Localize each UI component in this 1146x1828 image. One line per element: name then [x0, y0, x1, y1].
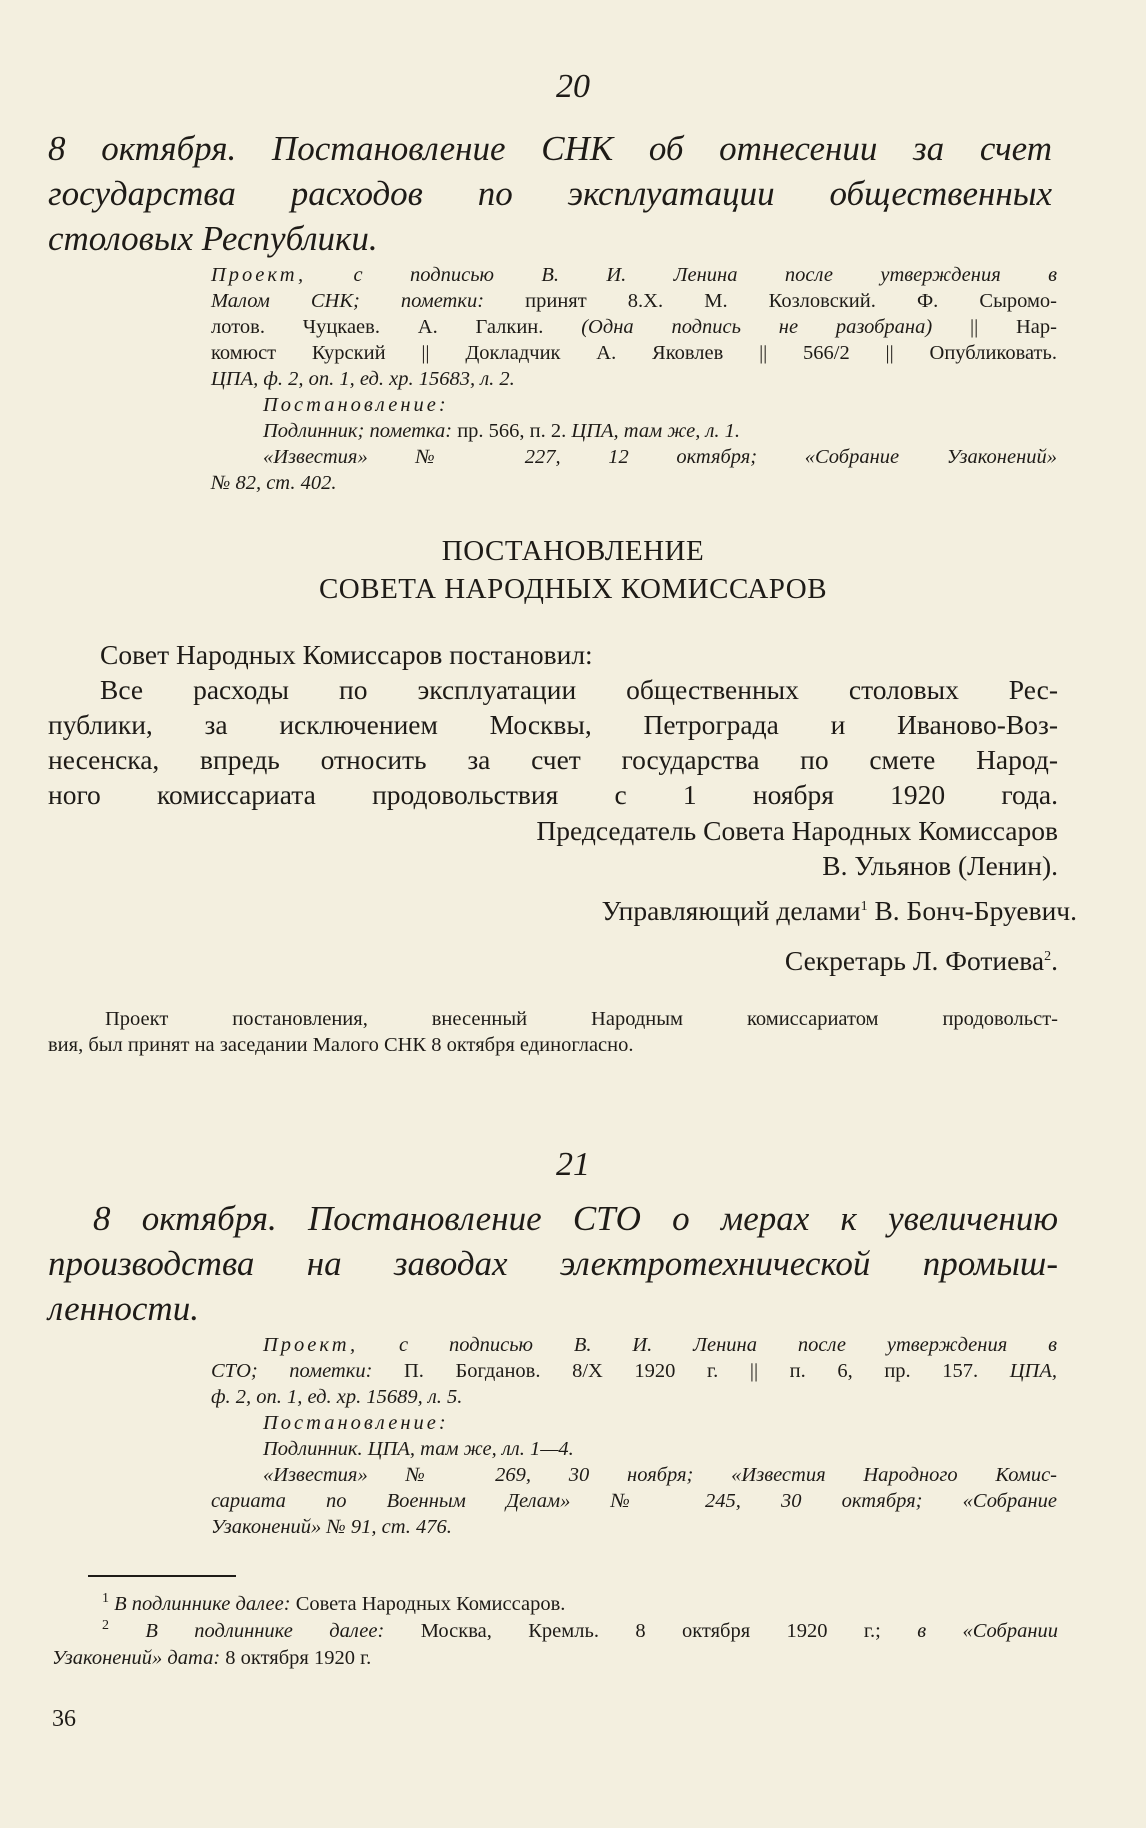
footnote-text: Москва, Кремль. 8 октября 1920 г.;: [384, 1620, 918, 1642]
source-text: сариата по Военным Делам» № 245, 30 октября; «Собрание: [211, 1490, 1057, 1512]
document-title: [48, 126, 1052, 261]
footnote-2: [52, 1618, 1058, 1645]
signature-name: В. Бонч-Бруевич.: [867, 895, 1077, 926]
body-line: Совет Народных Комиссаров постановил:: [100, 639, 593, 670]
source-text: П. Богданов. 8/X 1920 г. || п. 6, пр. 157.: [372, 1360, 1010, 1382]
source-text: пр. 566, п. 2.: [452, 420, 572, 442]
footnote-text: 8 октября 1920 г.: [220, 1647, 372, 1669]
footnote-divider: [88, 1575, 236, 1577]
body-line: ного комиссариата продовольствия с 1 ноября 1920 года.: [48, 779, 1058, 810]
page-number: 36: [52, 1706, 76, 1732]
source-text: № 82, ст. 402.: [211, 472, 337, 494]
source-text: с подписью В. И. Ленина после утверждения в: [306, 264, 1057, 286]
signature-chairman: [300, 813, 1058, 883]
footnote-text: В подлиннике далее:: [114, 1593, 291, 1615]
title-line: 8 октября. Постановление СТО о мерах к увеличению: [93, 1199, 1058, 1238]
signature-secretary: [300, 943, 1058, 978]
title-line: государства расходов по эксплуатации общественных: [48, 174, 1052, 213]
title-line: ленности.: [48, 1289, 199, 1328]
footnotes: [52, 1591, 1058, 1672]
source-note: [211, 1332, 1057, 1540]
note-line: Проект постановления, внесенный Народным комиссариатом продовольст-: [105, 1008, 1058, 1030]
decree-heading: [0, 532, 1146, 608]
document-title: [48, 1196, 1058, 1331]
source-text: «Известия» № 227, 12 октября; «Собрание Узаконений»: [263, 446, 1057, 468]
source-text: Постановление:: [263, 1412, 449, 1434]
source-text: «Известия» № 269, 30 ноября; «Известия Народного Комис-: [263, 1464, 1057, 1486]
source-type: Проект,: [211, 264, 307, 286]
source-text: Узаконений» № 91, ст. 476.: [211, 1516, 452, 1538]
source-text: ЦПА,: [1009, 1360, 1057, 1382]
title-line: столовых Республики.: [48, 219, 378, 258]
title-line: производства на заводах электротехнической промыш-: [48, 1244, 1058, 1283]
footnote-text: Совета Народных Комиссаров.: [290, 1593, 566, 1615]
source-text: комюст Курский || Докладчик А. Яковлев || 566/2 || Опубликовать.: [211, 342, 1057, 364]
source-text: ЦПА, ф. 2, оп. 1, ед. хр. 15683, л. 2.: [211, 368, 515, 390]
source-note: [211, 262, 1057, 496]
source-text: ф. 2, оп. 1, ед. хр. 15689, л. 5.: [211, 1386, 463, 1408]
source-text: с подписью В. И. Ленина после утверждения в: [358, 1334, 1057, 1356]
signature-title: Управляющий делами: [601, 895, 861, 926]
source-text: || Нар-: [932, 316, 1057, 338]
footnote-number: 1: [102, 1591, 109, 1607]
footnote-text: в «Собрании: [917, 1620, 1059, 1642]
signature-name: Секретарь Л. Фотиева: [784, 945, 1045, 976]
source-text: СТО; пометки:: [211, 1360, 373, 1382]
body-line: публики, за исключением Москвы, Петрограда и Иваново-Воз-: [48, 709, 1058, 740]
signature-manager: [300, 893, 1077, 928]
body-line: несенска, впредь относить за счет государства по смете Народ-: [48, 744, 1058, 775]
footnote-text: В подлиннике далее:: [145, 1620, 385, 1642]
source-text: Подлинник; пометка:: [263, 420, 453, 442]
heading-line: ПОСТАНОВЛЕНИЕ: [441, 535, 705, 567]
heading-line: СОВЕТА НАРОДНЫХ КОМИССАРОВ: [318, 573, 828, 605]
editorial-note: [48, 1006, 1058, 1058]
footnote-ref: 1: [860, 898, 868, 914]
document-number: 20: [556, 68, 590, 105]
signature-title: Председатель Совета Народных Комиссаров: [536, 815, 1058, 846]
footnote-text: Узаконений» дата:: [52, 1647, 221, 1669]
footnote-number: 2: [102, 1618, 109, 1634]
source-text: принят 8.X. М. Козловский. Ф. Сыромо-: [484, 290, 1057, 312]
signature-name: В. Ульянов (Ленин).: [822, 850, 1058, 881]
note-line: вия, был принят на заседании Малого СНК 8 октября единогласно.: [48, 1034, 634, 1056]
source-text: (Одна подпись не разобрана): [581, 316, 933, 338]
source-text: лотов. Чуцкаев. А. Галкин.: [211, 316, 582, 338]
source-text: Малом СНК; пометки:: [211, 290, 485, 312]
body-line: Все расходы по эксплуатации общественных столовых Рес-: [100, 674, 1058, 705]
title-line: 8 октября. Постановление СНК об отнесении за счет: [48, 129, 1052, 168]
source-text: ЦПА, там же, л. 1.: [571, 420, 741, 442]
source-text: Постановление:: [263, 394, 449, 416]
document-number: 21: [556, 1146, 590, 1183]
source-text: Подлинник. ЦПА, там же, лл. 1—4.: [263, 1438, 574, 1460]
signature-punct: .: [1051, 945, 1058, 976]
decree-body: [48, 637, 1058, 812]
footnote-ref: 2: [1044, 948, 1052, 964]
source-type: Проект,: [263, 1334, 359, 1356]
footnote-1: [52, 1591, 1058, 1618]
